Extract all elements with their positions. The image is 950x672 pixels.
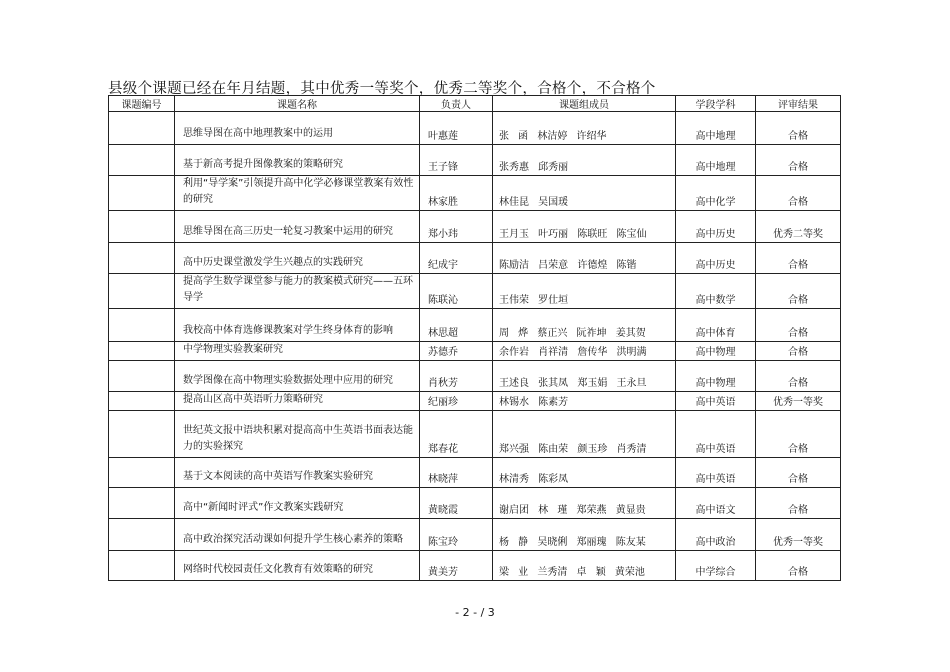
project-stage: 高中化学 [676, 176, 756, 211]
project-code [109, 342, 175, 361]
table-row [109, 488, 841, 519]
project-members: 周 烨 蔡正兴 阮祚坤 姜其贺 [493, 309, 676, 342]
table-row [109, 309, 841, 342]
project-title: 思维导图在高中地理教案中的运用 [175, 112, 420, 145]
project-lead: 陈联沁 [420, 274, 493, 309]
project-lead: 林家胜 [420, 176, 493, 211]
project-stage: 高中地理 [676, 112, 756, 145]
project-lead: 林思超 [420, 309, 493, 342]
project-title: 高中历史课堂激发学生兴趣点的实践研究 [175, 243, 420, 274]
project-result: 合格 [756, 145, 841, 176]
project-result: 优秀一等奖 [756, 392, 841, 411]
project-members: 林佳昆 吴国瑗 [493, 176, 676, 211]
project-stage: 高中历史 [676, 243, 756, 274]
project-lead: 黄美芳 [420, 551, 493, 581]
project-members: 郑兴强 陈由荣 颜玉珍 肖秀清 [493, 411, 676, 458]
project-result: 优秀一等奖 [756, 519, 841, 551]
project-code [109, 176, 175, 211]
project-code [109, 361, 175, 392]
table-row [109, 458, 841, 488]
project-result: 合格 [756, 309, 841, 342]
project-lead: 纪成宇 [420, 243, 493, 274]
project-members: 梁 业 兰秀清 卓 颖 黄荣池 [493, 551, 676, 581]
table-row [109, 411, 841, 458]
col-header-title: 课题名称 [175, 96, 420, 112]
project-members: 林锡水 陈素芳 [493, 392, 676, 411]
project-title: 提高山区高中英语听力策略研究 [175, 392, 420, 411]
project-title: 提高学生数学课堂参与能力的教案模式研究——五环导学 [175, 274, 420, 309]
project-result: 合格 [756, 551, 841, 581]
project-title: 网络时代校园责任文化教育有效策略的研究 [175, 551, 420, 581]
project-result: 合格 [756, 342, 841, 361]
project-lead: 王子锋 [420, 145, 493, 176]
project-members: 张 函 林洁婷 许绍华 [493, 112, 676, 145]
project-stage: 高中语文 [676, 488, 756, 519]
project-stage: 高中地理 [676, 145, 756, 176]
project-code [109, 488, 175, 519]
project-members: 杨 静 吴晓俐 郑丽瑰 陈友某 [493, 519, 676, 551]
page-number: - 2 - / 3 [455, 606, 495, 619]
project-members: 张秀惠 邱秀丽 [493, 145, 676, 176]
project-lead: 郑小玮 [420, 211, 493, 243]
project-lead: 纪丽珍 [420, 392, 493, 411]
project-members: 王月玉 叶巧丽 陈联旺 陈宝仙 [493, 211, 676, 243]
project-code [109, 243, 175, 274]
col-header-stage: 学段学科 [676, 96, 756, 112]
col-header-members: 课题组成员 [493, 96, 676, 112]
project-result: 合格 [756, 361, 841, 392]
project-code [109, 551, 175, 581]
project-members: 余作岩 肖祥清 詹传华 洪明满 [493, 342, 676, 361]
project-code [109, 211, 175, 243]
project-code [109, 392, 175, 411]
project-title: 思维导图在高三历史一轮复习教案中运用的研究 [175, 211, 420, 243]
project-code [109, 112, 175, 145]
project-result: 优秀二等奖 [756, 211, 841, 243]
project-table [108, 95, 841, 581]
project-stage: 高中英语 [676, 392, 756, 411]
project-result: 合格 [756, 176, 841, 211]
project-lead: 郑春花 [420, 411, 493, 458]
project-title: 中学物理实验教案研究 [175, 342, 420, 361]
project-members: 王述良 张其凤 郑玉娟 王永旦 [493, 361, 676, 392]
project-stage: 高中物理 [676, 361, 756, 392]
table-row [109, 274, 841, 309]
project-lead: 黄晓霞 [420, 488, 493, 519]
project-code [109, 411, 175, 458]
project-lead: 陈宝玲 [420, 519, 493, 551]
project-members: 林清秀 陈彩凤 [493, 458, 676, 488]
project-result: 合格 [756, 243, 841, 274]
project-lead: 苏德乔 [420, 342, 493, 361]
col-header-code: 课题编号 [109, 96, 175, 112]
project-stage: 中学综合 [676, 551, 756, 581]
project-lead: 林晓萍 [420, 458, 493, 488]
project-stage: 高中英语 [676, 411, 756, 458]
document-heading: 县级个课题已经在年月结题，其中优秀一等奖个，优秀二等奖个，合格个，不合格个 [108, 81, 656, 97]
project-title: 数学图像在高中物理实验数据处理中应用的研究 [175, 361, 420, 392]
project-members: 陈励洁 吕荣意 许德煌 陈锴 [493, 243, 676, 274]
project-result: 合格 [756, 411, 841, 458]
project-title: 世纪英文报中语块积累对提高高中生英语书面表达能力的实验探究 [175, 411, 420, 458]
project-stage: 高中政治 [676, 519, 756, 551]
project-title: 高中“新闻时评式”作文教案实践研究 [175, 488, 420, 519]
project-lead: 肖秋芳 [420, 361, 493, 392]
table-row [109, 145, 841, 176]
project-title: 利用“导学案”引领提升高中化学必修课堂教案有效性的研究 [175, 176, 420, 211]
project-stage: 高中数学 [676, 274, 756, 309]
table-row [109, 176, 841, 211]
project-stage: 高中英语 [676, 458, 756, 488]
project-result: 合格 [756, 458, 841, 488]
project-title: 基于文本阅读的高中英语写作教案实验研究 [175, 458, 420, 488]
col-header-result: 评审结果 [756, 96, 841, 112]
table-row [109, 211, 841, 243]
project-members: 谢启团 林 瑾 郑荣燕 黄显贵 [493, 488, 676, 519]
project-stage: 高中物理 [676, 342, 756, 361]
table-row [109, 551, 841, 581]
project-code [109, 519, 175, 551]
project-code [109, 274, 175, 309]
table-row [109, 361, 841, 392]
project-code [109, 309, 175, 342]
project-result: 合格 [756, 274, 841, 309]
project-stage: 高中历史 [676, 211, 756, 243]
col-header-lead: 负责人 [420, 96, 493, 112]
table-row [109, 112, 841, 145]
table-row [109, 243, 841, 274]
project-result: 合格 [756, 112, 841, 145]
project-code [109, 145, 175, 176]
table-row [109, 392, 841, 411]
table-header-row [109, 96, 841, 112]
project-code [109, 458, 175, 488]
project-title: 高中政治探究活动课如何提升学生核心素养的策略 [175, 519, 420, 551]
project-result: 合格 [756, 488, 841, 519]
project-stage: 高中体育 [676, 309, 756, 342]
project-title: 我校高中体育选修课教案对学生终身体育的影响 [175, 309, 420, 342]
project-lead: 叶惠莲 [420, 112, 493, 145]
project-title: 基于新高考提升图像教案的策略研究 [175, 145, 420, 176]
table-row [109, 342, 841, 361]
project-members: 王伟荣 罗仕垣 [493, 274, 676, 309]
table-row [109, 519, 841, 551]
